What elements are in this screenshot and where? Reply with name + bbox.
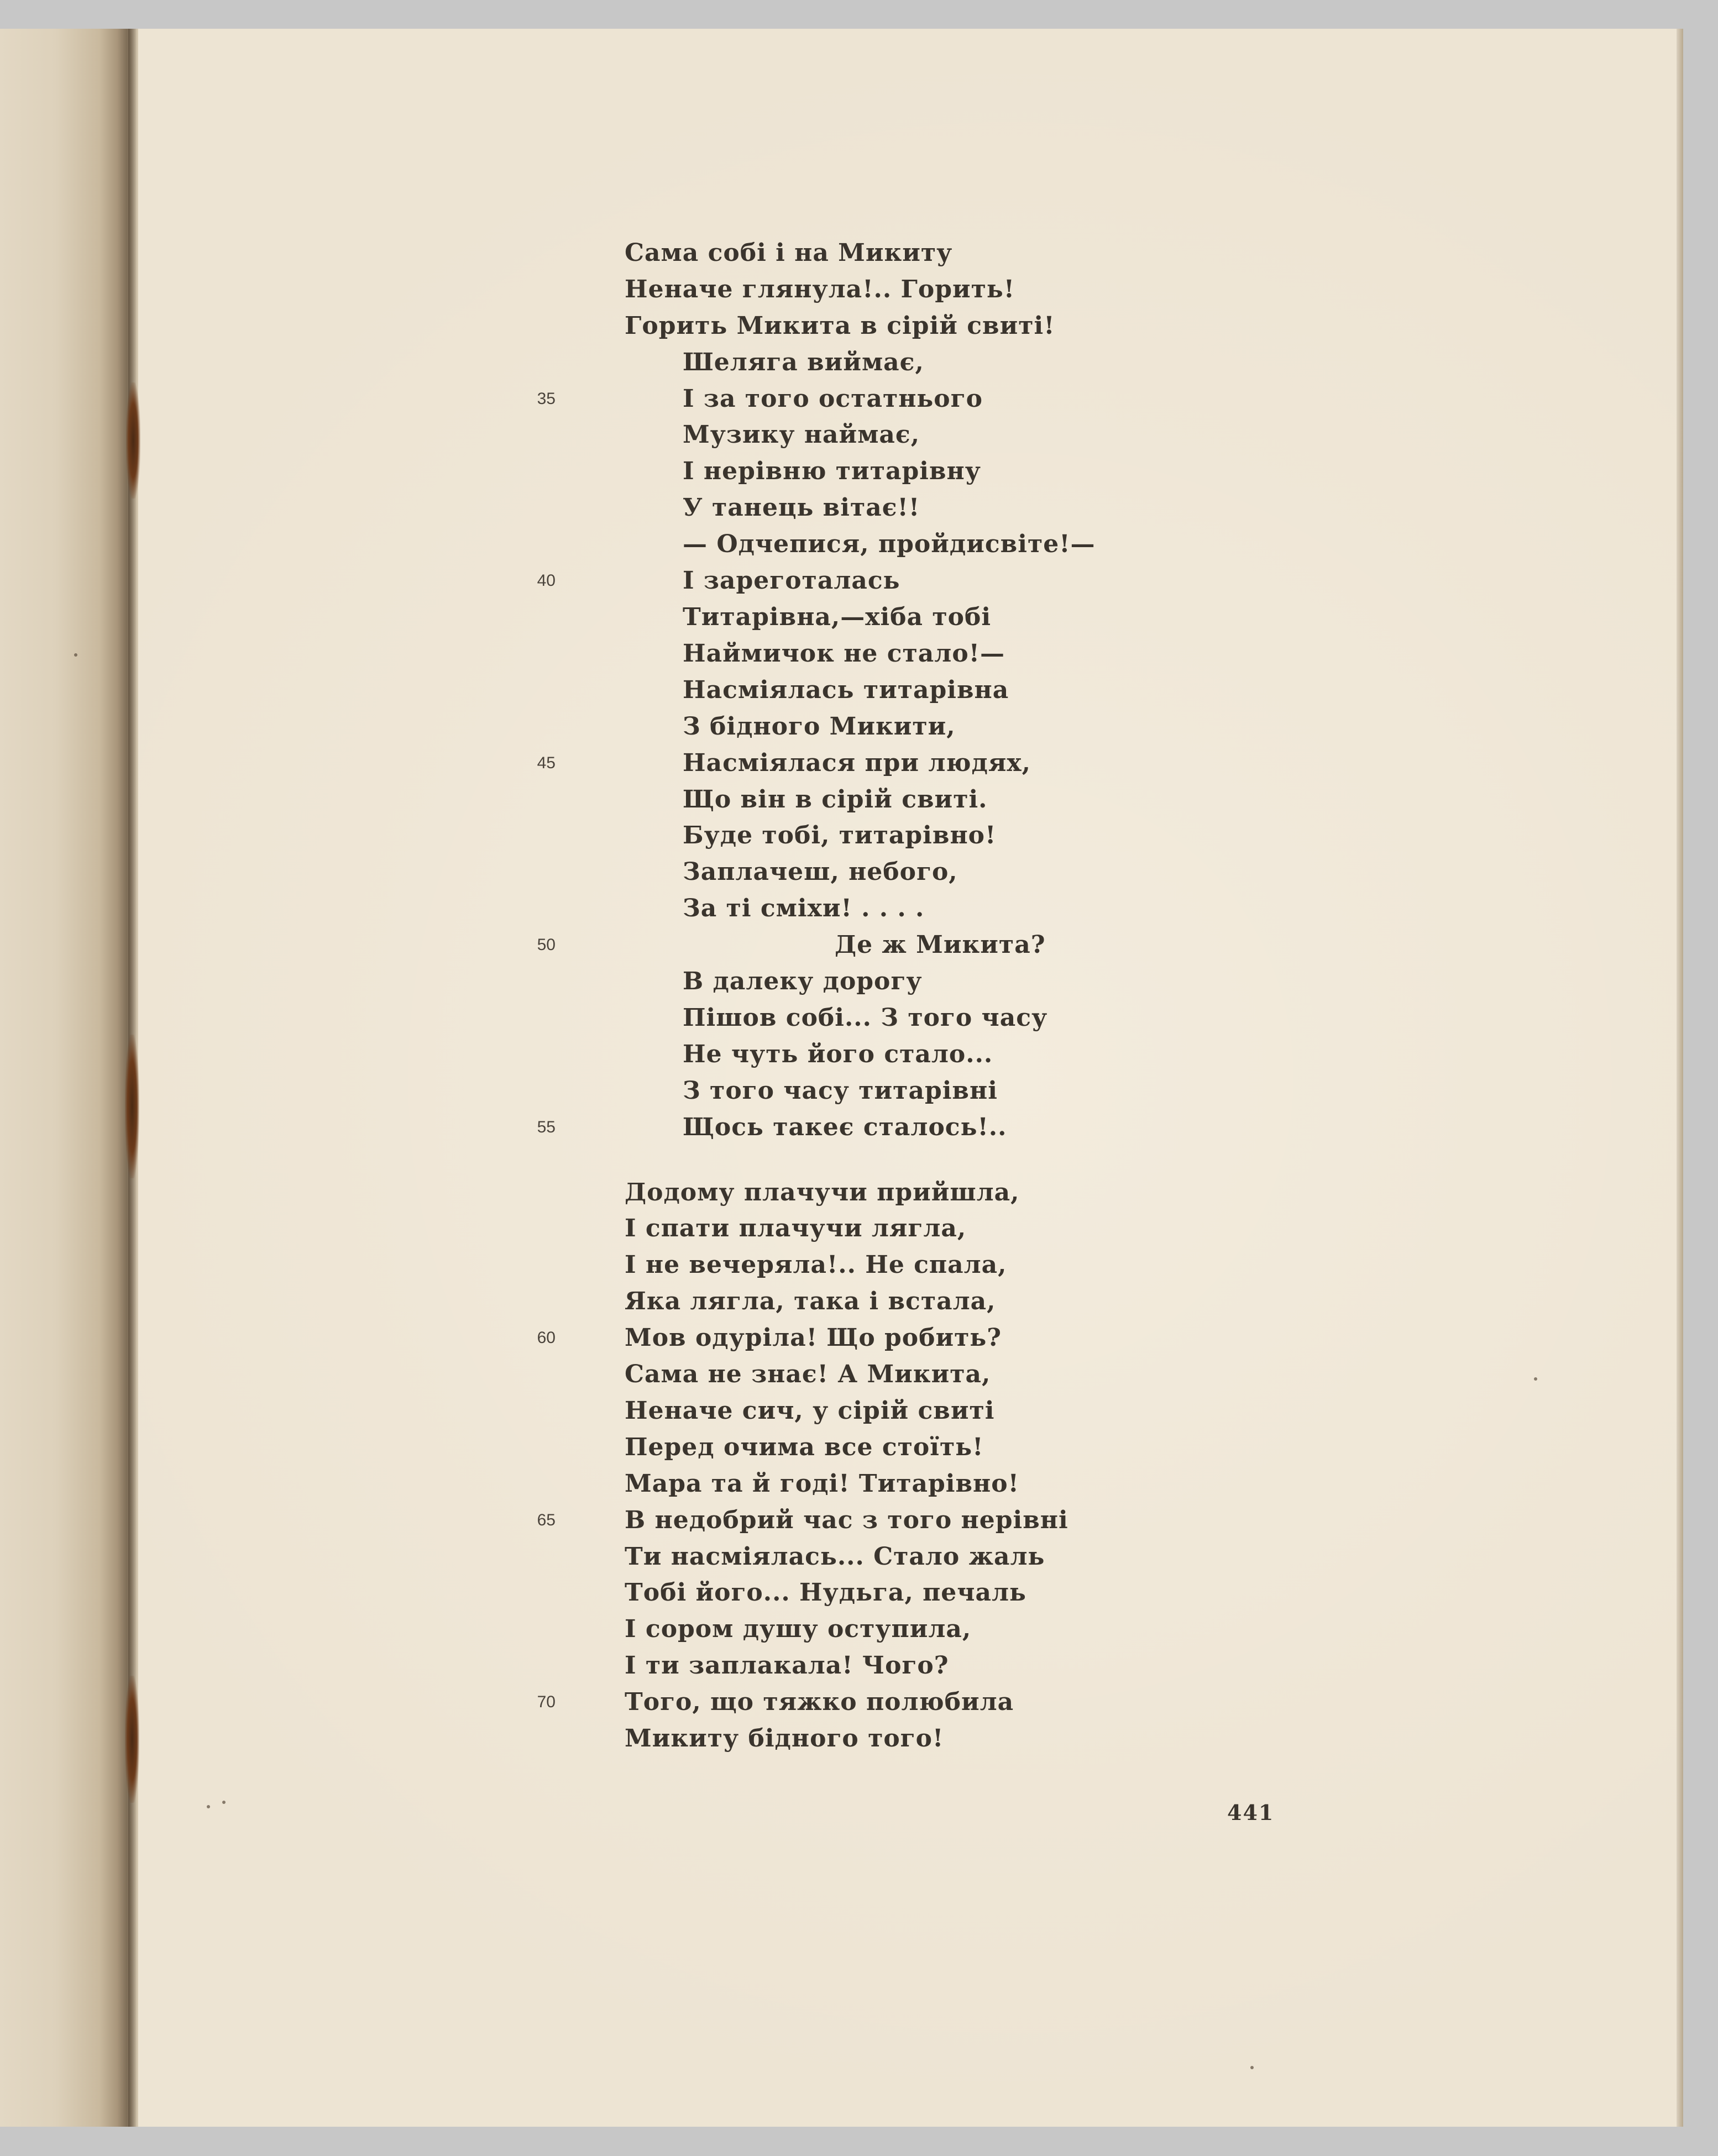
poem-line: І сором душу оступила, <box>625 1615 972 1643</box>
poem-line: Наймичок не стало!— <box>683 639 1005 668</box>
poem-line: Горить Микита в сірій свиті! <box>625 312 1055 340</box>
poem-line: Буде тобі, титарівно! <box>683 821 997 849</box>
poem-line: З бідного Микити, <box>683 712 956 741</box>
poem-line: У танець вітає!! <box>683 494 920 522</box>
line-number: 45 <box>537 754 556 772</box>
poem-line: Насміялась титарівна <box>683 676 1009 704</box>
poem-line: Перед очима все стоїть! <box>625 1433 984 1461</box>
poem-line: Насміялася при людях, <box>683 749 1031 777</box>
poem-line: За ті сміхи! . . . . <box>683 894 925 922</box>
poem-line: — Одчепися, пройдисвіте!— <box>683 530 1096 558</box>
poem-line: Микиту бідного того! <box>625 1724 944 1753</box>
poem-line: Не чуть його стало... <box>683 1040 993 1068</box>
poem-line: Додому плачучи прийшла, <box>625 1178 1020 1206</box>
line-number: 35 <box>537 390 556 408</box>
poem-line: Музику наймає, <box>683 421 920 449</box>
poem-line: Мов одуріла! Що робить? <box>625 1324 1002 1352</box>
poem-line: І за того остатнього <box>683 385 983 413</box>
line-number: 55 <box>537 1118 556 1136</box>
poem-line: З того часу титарівні <box>683 1077 998 1105</box>
line-number: 60 <box>537 1329 556 1347</box>
poem-line: Шеляга виймає, <box>683 348 924 376</box>
line-number: 40 <box>537 571 556 590</box>
page-number: 441 <box>1227 1800 1275 1825</box>
poem-line: Мара та й годі! Титарівно! <box>625 1470 1019 1498</box>
poem-line: В далеку дорогу <box>683 967 923 995</box>
poem-line: Ти насміялась... Стало жаль <box>625 1543 1045 1571</box>
poem-line: В недобрий час з того нерівні <box>625 1506 1068 1534</box>
poem-line: Що він в сірій свиті. <box>683 785 988 814</box>
poem-line: Сама собі і на Микиту <box>625 239 953 267</box>
poem-line: Де ж Микита? <box>835 931 1046 959</box>
poem-line: І не вечеряла!.. Не спала, <box>625 1251 1007 1279</box>
poem-line: І ти заплакала! Чого? <box>625 1651 949 1680</box>
line-number: 65 <box>537 1511 556 1529</box>
poem-line: Заплачеш, небого, <box>683 858 958 886</box>
poem-line: Щось такеє сталось!.. <box>683 1113 1007 1141</box>
poem-line: Яка лягла, така і встала, <box>625 1287 996 1315</box>
poem-line: Тобі його... Нудьга, печаль <box>625 1578 1026 1607</box>
poem-text <box>0 29 1683 2127</box>
poem-line: Титарівна,—хіба тобі <box>683 603 992 631</box>
poem-line: Сама не знає! А Микита, <box>625 1360 991 1388</box>
poem-line: І зареготалась <box>683 566 900 595</box>
poem-line: Того, що тяжко полюбила <box>625 1688 1014 1716</box>
book-page <box>0 29 1683 2127</box>
poem-line: І спати плачучи лягла, <box>625 1214 967 1242</box>
poem-line: Неначе сич, у сірій свиті <box>625 1397 995 1425</box>
poem-line: Неначе глянула!.. Горить! <box>625 275 1015 303</box>
line-number: 70 <box>537 1693 556 1711</box>
poem-line: Пішов собі... З того часу <box>683 1004 1048 1032</box>
poem-line: І нерівню титарівну <box>683 457 981 485</box>
line-number: 50 <box>537 936 556 954</box>
